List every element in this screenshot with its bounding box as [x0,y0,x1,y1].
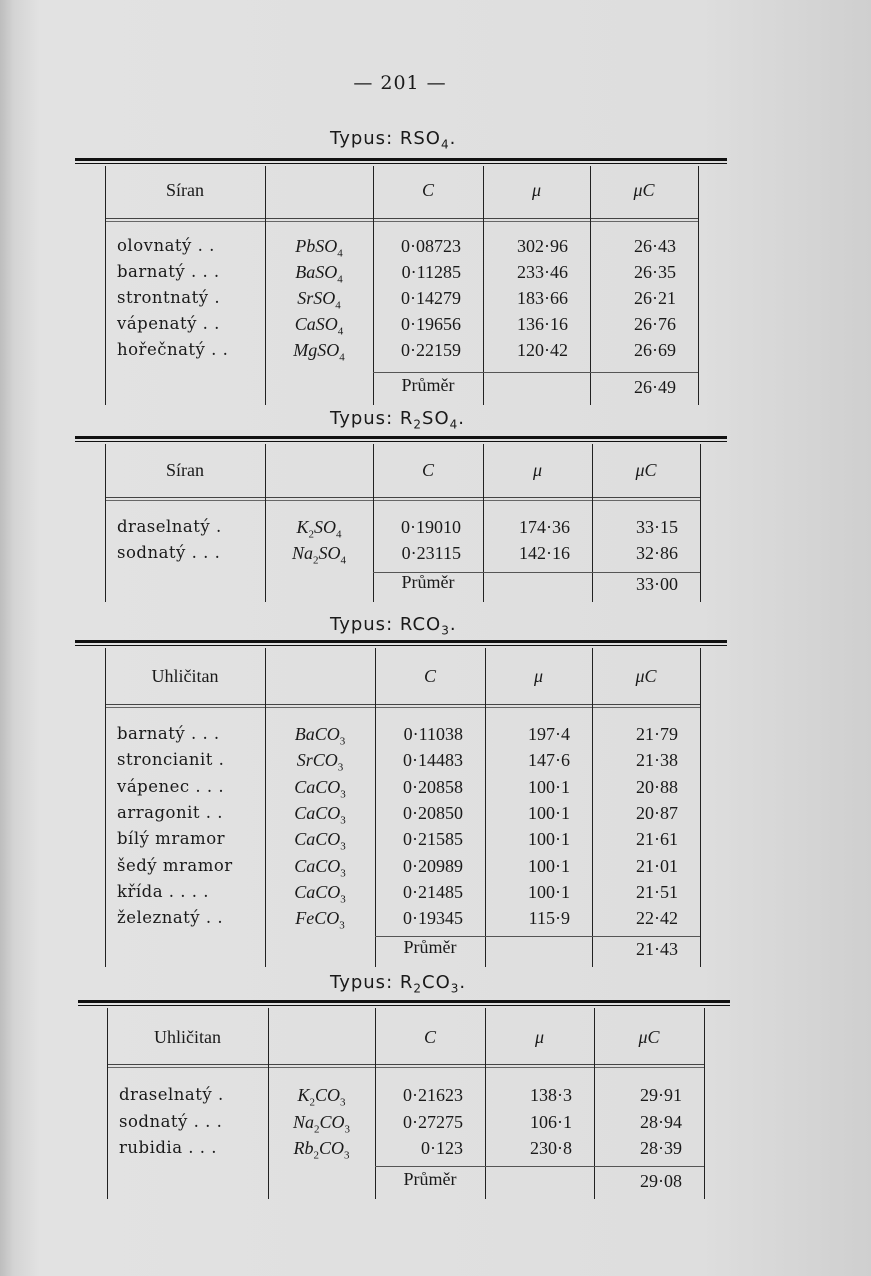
formula-subscript: 3 [340,893,346,906]
formula-main: CO [315,1085,341,1105]
type-formula-middle: CO [422,972,451,993]
formula-cation: Na [292,1111,314,1132]
row-mu-c: 21·79 [636,724,678,744]
type-formula-subscript: 3 [441,623,450,638]
formula-main: SrSO [297,288,336,308]
row-mu-c: 26·76 [634,314,676,334]
row-formula [265,882,375,906]
table-top-rule-thin [78,1005,730,1006]
formula-main: SrCO [296,750,338,771]
header-rule-second [105,221,698,222]
type-formula-subscript: 3 [450,981,460,996]
header-rule [105,497,700,498]
formula-main: CO [318,1138,344,1158]
row-formula [265,829,375,853]
average-label: Průměr [403,937,457,957]
row-mu: 197·4 [528,724,570,744]
row-concentration: 0·21485 [403,881,463,902]
average-value: 21·43 [636,939,678,959]
row-concentration: 0·20989 [403,855,463,876]
header-concentration: C [421,180,434,200]
formula-subscript: 4 [339,351,345,364]
column-rule [590,166,591,405]
row-formula [268,1112,375,1136]
row-mu-c: 28·39 [640,1138,682,1158]
row-mu-c: 21·61 [636,829,678,850]
row-formula [265,908,375,932]
formula-main: FeCO [295,908,340,929]
row-concentration: 0·27275 [403,1111,463,1132]
type-label: Typus [330,614,387,635]
table-type-heading [330,408,465,432]
header-concentration: C [423,666,436,686]
row-formula [268,1138,375,1162]
formula-subscript: 3 [344,1149,350,1162]
column-rule [483,166,484,405]
header-mu: μ [532,460,543,480]
formula-subscript: 4 [337,273,343,286]
type-label: Typus [330,128,387,149]
row-mu: 100·1 [528,776,570,797]
average-label: Průměr [401,572,455,592]
average-value: 29·08 [640,1171,682,1191]
formula-main: CaCO [294,829,341,850]
row-mu-c: 32·86 [636,543,678,563]
row-mu: 120·42 [517,340,568,360]
row-name: barnatý . . . [117,262,220,281]
formula-main: CaSO [294,314,338,334]
row-formula [265,262,373,286]
header-mu: μ [531,180,542,200]
header-concentration: C [423,1027,436,1047]
row-name: hořečnatý . . [117,340,229,359]
formula-subscript: 4 [335,299,341,312]
formula-cation-subscript: 2 [309,1096,315,1109]
header-mu: μ [534,1027,545,1047]
row-formula [265,803,375,827]
column-rule [105,166,106,405]
row-formula [265,340,373,364]
type-formula-pre-subscript: 2 [413,981,423,996]
row-name: draselnatý . [117,517,222,536]
row-mu: 174·36 [519,517,570,537]
header-mu: μ [533,666,544,686]
average-rule [375,1166,704,1167]
formula-main: CaCO [294,776,341,797]
type-formula-prefix: R [399,972,414,993]
row-formula [265,750,375,774]
column-rule [105,648,106,967]
header-rule [107,1064,704,1065]
row-name: draselnatý . [119,1085,224,1104]
row-formula [265,314,373,338]
formula-subscript: 3 [339,919,345,932]
formula-subscript: 3 [340,840,346,853]
average-rule [373,372,698,373]
formula-main: MgSO [293,340,340,360]
column-rule [698,166,699,405]
row-mu-c: 21·38 [636,750,678,771]
row-concentration: 0·11038 [403,724,463,744]
formula-cation-subscript: 2 [308,528,314,541]
row-mu: 302·96 [517,236,568,256]
row-mu-c: 28·94 [640,1111,682,1132]
formula-subscript: 4 [336,528,342,541]
formula-subscript: 3 [339,735,346,748]
table-top-rule-thin [75,441,727,442]
row-formula [265,777,375,801]
average-label: Průměr [403,1169,457,1189]
row-concentration: 0·23115 [401,543,461,563]
type-colon: : [386,408,400,429]
formula-main: CO [319,1111,345,1132]
row-concentration: 0·08723 [401,236,461,256]
average-value: 33·00 [636,574,678,594]
column-rule [700,648,701,967]
table-top-rule [75,640,727,643]
row-mu: 142·16 [519,543,570,563]
row-formula [265,543,373,567]
row-mu-c: 29·91 [640,1085,682,1105]
row-concentration: 0·19345 [403,908,463,929]
row-name: vápenatý . . [117,314,220,333]
header-name: Uhličitan [151,666,219,686]
row-mu: 115·9 [528,908,570,929]
header-mu-c: μC [635,460,657,480]
formula-cation-subscript: 2 [314,1123,320,1136]
row-name: bílý mramor [117,829,226,849]
type-label: Typus [330,408,387,429]
row-formula [265,856,375,880]
formula-cation-subscript: 2 [313,1149,319,1162]
row-mu-c: 21·51 [636,881,678,902]
formula-subscript: 4 [340,554,346,567]
row-concentration: 0·21585 [403,829,463,850]
row-name: stroncianit . [117,750,225,770]
row-concentration: 0·11285 [401,262,461,282]
formula-main: CaCO [294,855,341,876]
row-mu: 230·8 [530,1138,572,1158]
formula-subscript: 4 [337,247,343,260]
row-mu: 233·46 [517,262,568,282]
type-formula-prefix: RCO [399,614,442,635]
row-concentration: 0·19010 [401,517,461,537]
header-rule-second [105,500,700,501]
header-mu-c: μC [633,180,655,200]
page-number: — 201 — [353,72,447,94]
row-mu-c: 20·88 [636,776,678,797]
header-name: Síran [166,460,204,480]
row-name: křída . . . . [117,881,210,901]
row-concentration: 0·22159 [401,340,461,360]
formula-cation: K [297,1085,310,1105]
row-concentration: 0·19656 [401,314,461,334]
row-formula [265,724,375,748]
row-name: vápenec . . . [117,776,225,796]
row-mu: 100·1 [528,802,570,823]
row-concentration: 0·21623 [403,1085,463,1105]
type-formula-middle: SO [422,408,450,429]
type-formula-suffix: . [459,972,467,993]
header-rule [105,704,700,705]
type-formula-pre-subscript: 2 [413,417,423,432]
row-name: strontnatý . [117,288,221,307]
formula-main: BaCO [294,724,340,744]
column-rule [704,1008,705,1199]
header-name: Uhličitan [154,1027,221,1047]
formula-subscript: 3 [340,867,346,880]
row-name: barnatý . . . [117,724,220,743]
type-label: Typus [330,972,387,993]
formula-main: BaSO [295,262,338,282]
formula-main: SO [318,543,341,563]
table-top-rule [75,158,727,161]
formula-cation-subscript: 2 [313,554,319,567]
type-formula-prefix: R [399,408,414,429]
formula-subscript: 3 [344,1123,351,1136]
type-colon: : [386,972,400,993]
row-mu: 147·6 [528,750,570,771]
row-mu: 106·1 [530,1111,572,1132]
row-name: šedý mramor [117,855,233,875]
row-formula [268,1085,375,1109]
row-mu-c: 26·35 [634,262,676,282]
header-mu-c: μC [635,666,657,686]
row-name: železnatý . . [117,908,224,928]
row-concentration: 0·14483 [403,750,463,771]
row-mu-c: 26·69 [634,340,676,360]
header-rule [105,218,698,219]
row-mu: 183·66 [517,288,568,308]
table-type-heading [330,614,457,638]
row-mu: 138·3 [530,1085,572,1105]
formula-main: SO [314,517,336,537]
row-concentration: 0·20858 [403,776,463,797]
row-formula [265,236,373,260]
formula-subscript: 4 [337,325,344,338]
row-mu: 100·1 [528,881,570,902]
row-name: olovnatý . . [117,236,215,255]
table-top-rule-thin [75,645,727,646]
formula-subscript: 3 [340,1096,346,1109]
row-mu-c: 26·21 [634,288,676,308]
header-rule-second [107,1067,704,1068]
type-colon: : [386,128,400,149]
row-concentration: 0·14279 [401,288,461,308]
header-concentration: C [421,460,434,480]
average-label: Průměr [401,375,455,395]
average-value: 26·49 [634,377,676,397]
formula-main: CaCO [294,802,341,823]
formula-subscript: 3 [340,788,346,801]
row-formula [265,517,373,541]
row-mu-c: 20·87 [636,802,678,823]
type-colon: : [386,614,400,635]
column-rule [700,444,701,602]
row-mu: 100·1 [528,829,570,850]
row-name: arragonit . . [117,802,223,822]
formula-subscript: 3 [340,814,346,827]
formula-main: CaCO [294,881,341,902]
formula-cation: Na [291,543,313,563]
row-mu: 136·16 [517,314,568,334]
row-name: sodnatý . . . [119,1111,223,1131]
table-top-rule [75,436,727,439]
type-formula-prefix: RSO [399,128,441,149]
type-formula-subscript: 4 [449,417,459,432]
row-formula [265,288,373,312]
formula-subscript: 3 [337,761,344,774]
header-mu-c: μC [638,1027,660,1047]
table-type-heading [330,128,456,152]
row-concentration: 0·20850 [403,802,463,823]
formula-cation: K [296,517,309,537]
formula-main: PbSO [295,236,338,256]
row-mu-c: 33·15 [636,517,678,537]
row-name: sodnatý . . . [117,543,221,562]
row-name: rubidia . . . [119,1138,217,1157]
table-top-rule-thin [75,163,727,164]
table-top-rule [78,1000,730,1003]
header-rule-second [105,707,700,708]
row-mu-c: 26·43 [634,236,676,256]
type-formula-suffix: . [458,408,465,429]
header-name: Síran [166,180,204,200]
row-mu-c: 22·42 [636,908,678,929]
formula-cation: Rb [293,1138,314,1158]
row-mu: 100·1 [528,855,570,876]
type-formula-suffix: . [449,614,457,635]
column-rule [373,166,374,405]
table-type-heading [330,972,466,996]
type-formula-suffix: . [449,128,457,149]
row-concentration: 0·123 [421,1138,463,1158]
row-mu-c: 21·01 [636,855,678,876]
type-formula-subscript: 4 [440,137,450,152]
